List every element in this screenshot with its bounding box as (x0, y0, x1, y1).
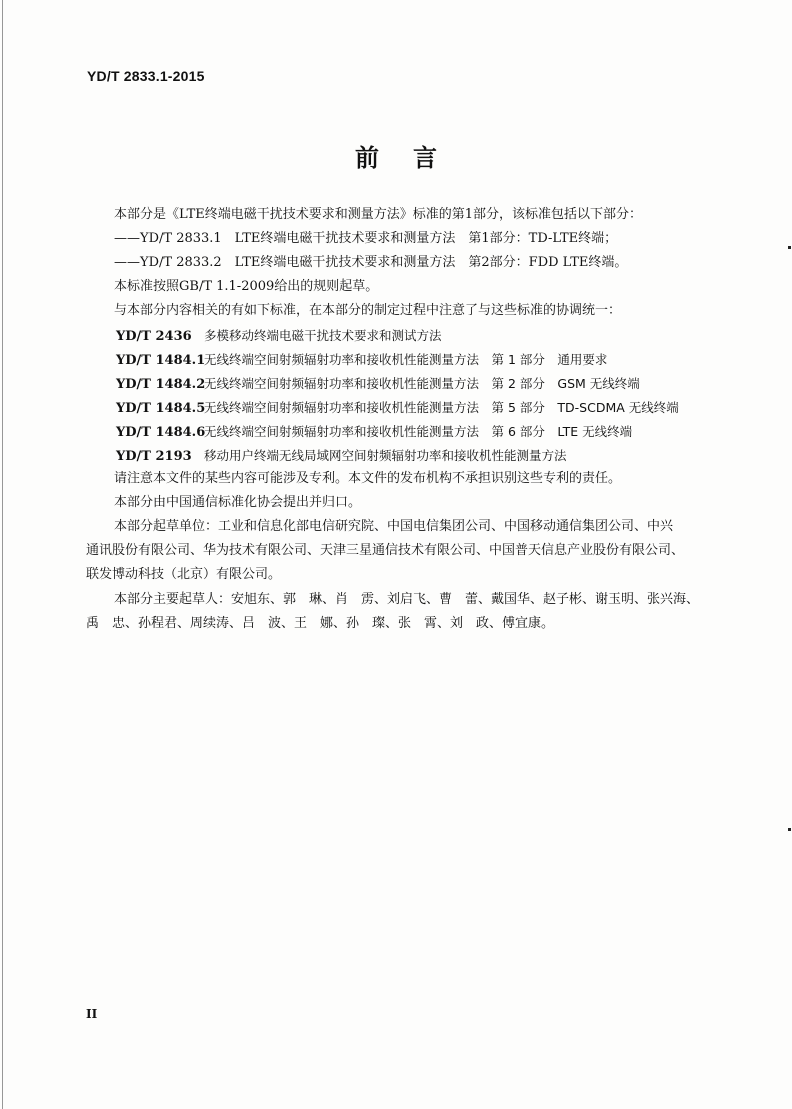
standard-name: 无线终端空间射频辐射功率和接收机性能测量方法 第 1 部分 通用要求 (204, 352, 608, 367)
standard-name: 无线终端空间射频辐射功率和接收机性能测量方法 第 6 部分 LTE 无线终端 (204, 424, 633, 439)
drafting-rules-paragraph: 本标准按照GB/T 1.1-2009给出的规则起草。 (114, 279, 379, 294)
drafting-units-line-1: 本部分起草单位：工业和信息化部电信研究院、中国电信集团公司、中国移动通信集团公司、中兴 (114, 519, 674, 534)
scan-speck (788, 828, 791, 831)
standard-name: 无线终端空间射频辐射功率和接收机性能测量方法 第 5 部分 TD-SCDMA 无线终端 (204, 400, 679, 415)
related-standards-intro: 与本部分内容相关的有如下标准，在本部分的制定过程中注意了与这些标准的协调统一： (114, 303, 622, 318)
patent-notice: 请注意本文件的某些内容可能涉及专利。本文件的发布机构不承担识别这些专利的责任。 (114, 471, 622, 486)
standard-code: YD/T 1484.1 (116, 353, 206, 368)
related-standard-row (116, 376, 640, 393)
page-title: 前言 (355, 144, 471, 172)
proposer-paragraph: 本部分由中国通信标准化协会提出并归口。 (114, 495, 362, 510)
standard-code: YD/T 2193 (116, 449, 192, 464)
part-list-item-1: ——YD/T 2833.1 LTE终端电磁干扰技术要求和测量方法 第1部分：TD-LTE终端； (114, 231, 618, 246)
standard-number: YD/T 2833.1-2015 (87, 68, 205, 84)
drafting-units-line-3: 联发博动科技（北京）有限公司。 (86, 567, 282, 582)
part-list-item-2: ——YD/T 2833.2 LTE终端电磁干扰技术要求和测量方法 第2部分：FDD LTE终端。 (114, 255, 628, 270)
page-number: II (86, 1007, 98, 1021)
related-standard-row (116, 448, 567, 465)
standard-code: YD/T 1484.6 (116, 425, 206, 440)
standard-name: 移动用户终端无线局域网空间射频辐射功率和接收机性能测量方法 (204, 448, 567, 463)
standard-code: YD/T 1484.2 (116, 377, 206, 392)
standard-code: YD/T 1484.5 (116, 401, 206, 416)
related-standard-row (116, 424, 632, 441)
drafting-units-line-2: 通讯股份有限公司、华为技术有限公司、天津三星通信技术有限公司、中国普天信息产业股份有限公司、 (86, 543, 685, 558)
standard-name: 无线终端空间射频辐射功率和接收机性能测量方法 第 2 部分 GSM 无线终端 (204, 376, 640, 391)
intro-paragraph: 本部分是《LTE终端电磁干扰技术要求和测量方法》标准的第1部分，该标准包括以下部分： (114, 207, 643, 222)
related-standard-row (116, 328, 442, 345)
drafters-line-2: 禹 忠、孙程君、周续涛、吕 波、王 娜、孙 璨、张 霄、刘 政、傅宜康。 (86, 616, 555, 631)
related-standard-row (116, 400, 679, 417)
scan-speck (788, 246, 791, 249)
drafters-line-1: 本部分主要起草人：安旭东、郭 琳、肖 雳、刘启飞、曹 蕾、戴国华、赵子彬、谢玉明、张兴海、 (114, 592, 700, 607)
related-standard-row (116, 352, 607, 369)
standard-name: 多模移动终端电磁干扰技术要求和测试方法 (204, 328, 442, 343)
standard-code: YD/T 2436 (116, 329, 192, 344)
